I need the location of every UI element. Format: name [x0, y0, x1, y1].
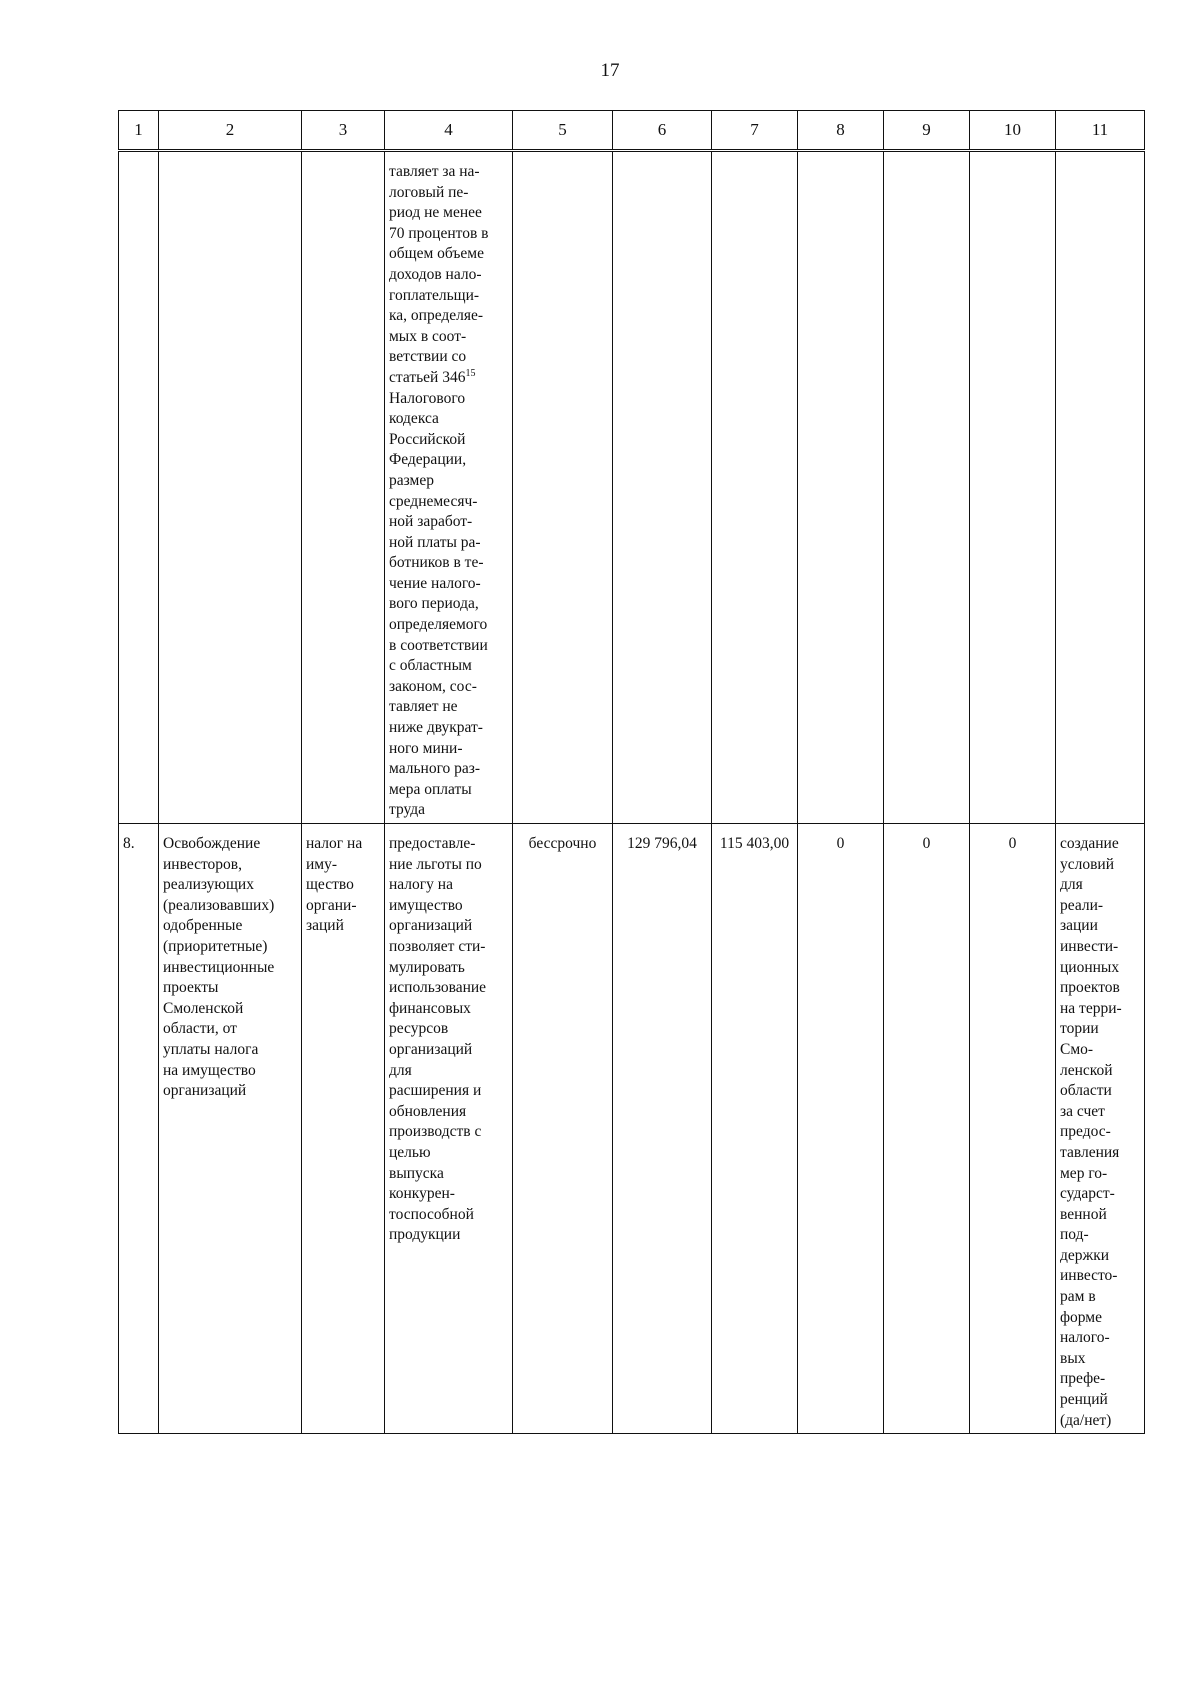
conditions-text-continued: Налогового кодекса Российской Федерации, размер среднемесяч- ной заработ- ной платы ра- ботников в те- чение налого- вого периода, определяемого в соответствии с областным законом, сос- тавляет не ниже двукрат- ного мини- мального раз- мера оплаты труда	[389, 389, 488, 819]
column-header: 9	[884, 111, 970, 151]
conditions-cell	[385, 151, 513, 824]
benefit-name: Освобождение инвесторов, реализующих (реализовавших) одобренные (приоритетные) инвестиционные проекты Смоленской области, от уплаты налога на имущество организаций	[159, 824, 302, 1434]
column-header: 4	[385, 111, 513, 151]
tax-benefits-table	[118, 110, 1145, 1434]
value-col6: 129 796,04	[613, 824, 712, 1434]
column-header: 6	[613, 111, 712, 151]
column-header: 2	[159, 111, 302, 151]
value-col8: 0	[798, 824, 884, 1434]
value-col7: 115 403,00	[712, 824, 798, 1434]
column-header: 10	[970, 111, 1056, 151]
target-indicator: создание условий для реали- зации инвести- ционных проектов на терри- тории Смо- ленской области за счет предос- тавления мер го- сударст- венной под- держки инвесто- рам в форме налого- вых префе- ренций (да/нет)	[1056, 824, 1145, 1434]
column-header: 1	[119, 111, 159, 151]
conditions-text: тавляет за на- логовый пе- риод не менее 70 процентов в общем объеме доходов нало- гоплательщи- ка, определяе- мых в соот- ветствии со статьей 346	[389, 163, 489, 386]
column-number-row	[119, 111, 1145, 151]
column-header: 5	[513, 111, 613, 151]
tax-type: налог на иму- щество органи- заций	[302, 824, 385, 1434]
value-col10: 0	[970, 824, 1056, 1434]
article-superscript: 15	[465, 367, 476, 379]
row-number: 8.	[119, 824, 159, 1434]
column-header: 7	[712, 111, 798, 151]
benefit-purpose: предоставле- ние льготы по налогу на имущество организаций позволяет сти- мулировать использование финансовых ресурсов организаций для расширения и обновления производств с целью выпуска конкурен- тоспособной продукции	[385, 824, 513, 1434]
continuation-row	[119, 151, 1145, 824]
column-header: 8	[798, 111, 884, 151]
value-col9: 0	[884, 824, 970, 1434]
column-header: 11	[1056, 111, 1145, 151]
column-header: 3	[302, 111, 385, 151]
validity-period: бессрочно	[513, 824, 613, 1434]
table-row	[119, 824, 1145, 1434]
page-number: 17	[600, 60, 620, 81]
